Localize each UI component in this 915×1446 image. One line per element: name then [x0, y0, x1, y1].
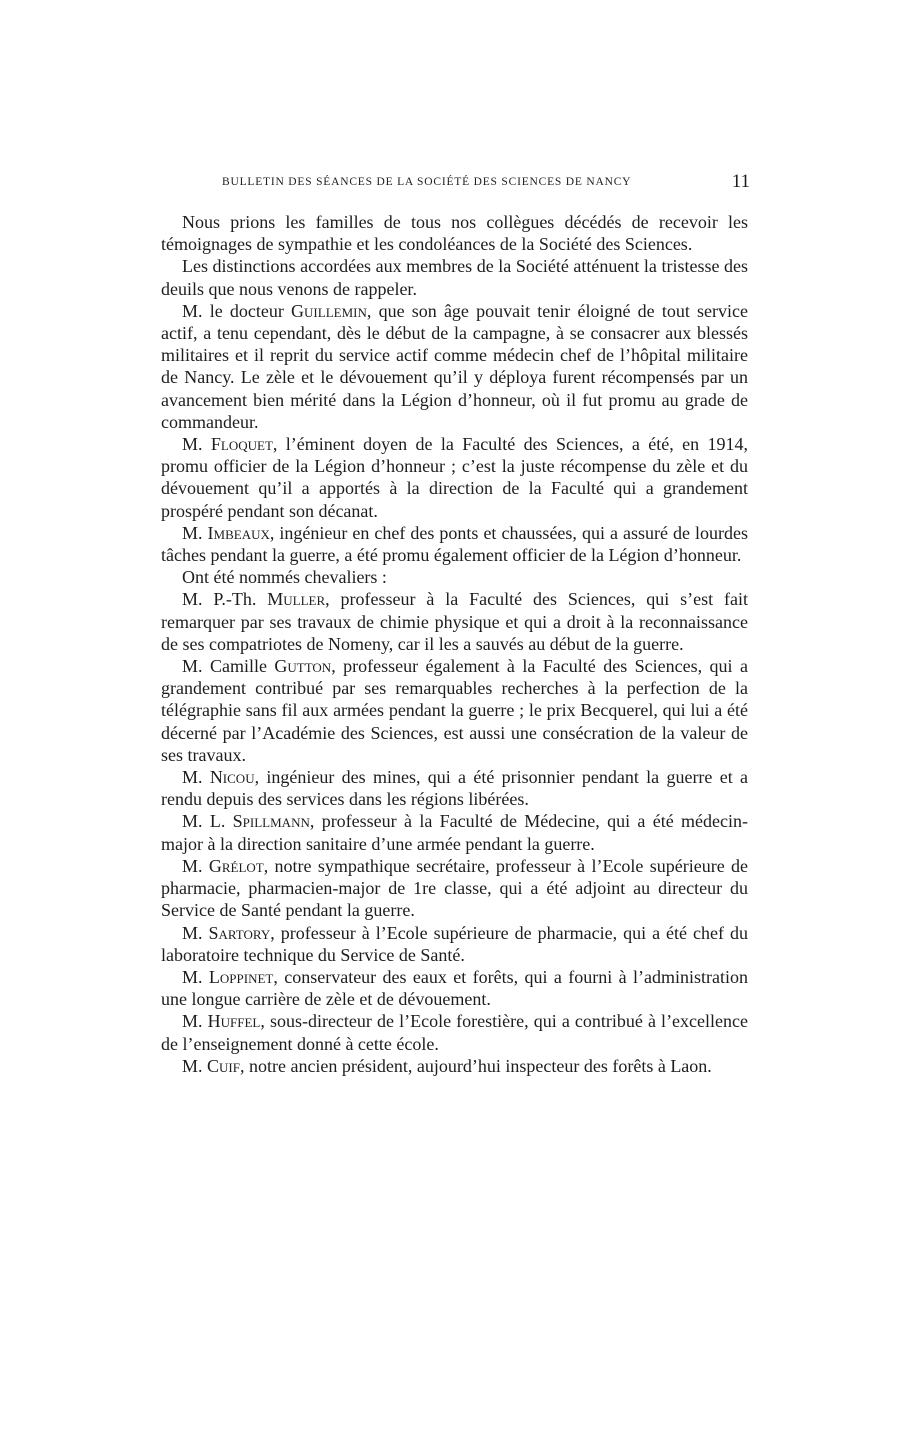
running-title: BULLETIN DES SÉANCES DE LA SOCIÉTÉ DES SCIENCES DE NANCY: [222, 176, 632, 188]
person-name: Spillmann: [232, 811, 310, 832]
running-header: [160, 171, 750, 194]
person-name: Guillemin: [291, 300, 367, 321]
body-text: [161, 211, 748, 1077]
page-number: 11: [731, 171, 750, 192]
paragraph: M. Loppinet, conservateur des eaux et forêts, qui a fourni à l’administration une longue carrière de zèle et de dévouement.: [161, 966, 748, 1010]
paragraph: Les distinctions accordées aux membres de la Société atténuent la tristesse des deuils que nous venons de rappeler.: [161, 256, 748, 299]
person-name: Grélot: [208, 855, 264, 876]
paragraph: M. P.-Th. Muller, professeur à la Faculté des Sciences, qui s’est fait remarquer par ses travaux de chimie physique et qui a droit à la reconnaissance de ses compatriotes de Nomeny, car il les a sauvés au début de la guerre.: [161, 589, 748, 654]
person-name: Imbeaux: [207, 522, 270, 543]
paragraph: M. Grélot, notre sympathique secrétaire, professeur à l’Ecole supérieure de pharmacie, pharmacien-major de 1re classe, qui a été adjoint au directeur du Service de Santé pendant la guerre.: [161, 855, 748, 921]
paragraph: Nous prions les familles de tous nos collègues décédés de recevoir les témoignages de sympathie et les condoléances de la Société des Sciences.: [161, 212, 748, 255]
paragraph: M. Floquet, l’éminent doyen de la Faculté des Sciences, a été, en 1914, promu officier de la Légion d’honneur ; c’est la juste récompense du zèle et du dévouement qu’il a apportés à la direction de la Faculté qui a grandement prospéré pendant son décanat.: [161, 434, 748, 521]
paragraph: M. Nicou, ingénieur des mines, qui a été prisonnier pendant la guerre et a rendu depuis des services dans les régions libérées.: [161, 767, 748, 810]
paragraph: M. Huffel, sous-directeur de l’Ecole forestière, qui a contribué à l’excellence de l’enseignement donné à cette école.: [161, 1011, 748, 1054]
person-name: Nicou: [209, 767, 255, 788]
person-name: Gutton: [274, 656, 332, 677]
person-name: Floquet: [210, 434, 273, 455]
person-name: Loppinet: [208, 966, 274, 987]
person-name: Muller: [267, 589, 326, 610]
person-name: Sartory: [208, 922, 271, 943]
person-name: Huffel: [207, 1011, 261, 1032]
person-name: Cuif: [207, 1055, 240, 1076]
paragraph: M. Camille Gutton, professeur également à la Faculté des Sciences, qui a grandement contribué par ses remarquables recherches à la perfection de la télégraphie sans fil aux armées pendant la guerre ; le prix Becquerel, qui lui a été décerné par l’Académie des Sciences, est aussi une consécration de la valeur de ses travaux.: [161, 656, 748, 765]
paragraph: M. Cuif, notre ancien président, aujourd’hui inspecteur des forêts à Laon.: [182, 1055, 712, 1076]
paragraph: M. Sartory, professeur à l’Ecole supérieure de pharmacie, qui a été chef du laboratoire technique du Service de Santé.: [161, 922, 748, 965]
paragraph: M. Imbeaux, ingénieur en chef des ponts et chaussées, qui a assuré de lourdes tâches pendant la guerre, a été promu également officier de la Légion d’honneur.: [161, 522, 748, 566]
paragraph: M. L. Spillmann, professeur à la Faculté de Médecine, qui a été médecin-major à la direction sanitaire d’une armée pendant la guerre.: [161, 811, 748, 854]
paragraph: M. le docteur Guillemin, que son âge pouvait tenir éloigné de tout service actif, a tenu cependant, dès le début de la campagne, à se consacrer aux blessés militaires et il reprit du service actif comme médecin chef de l’hôpital militaire de Nancy. Le zèle et le dévouement qu’il y déploya furent récompensés par un avancement bien mérité dans la Légion d’honneur, où il fut promu au grade de commandeur.: [161, 300, 748, 432]
paragraph: Ont été nommés chevaliers :: [182, 567, 387, 588]
